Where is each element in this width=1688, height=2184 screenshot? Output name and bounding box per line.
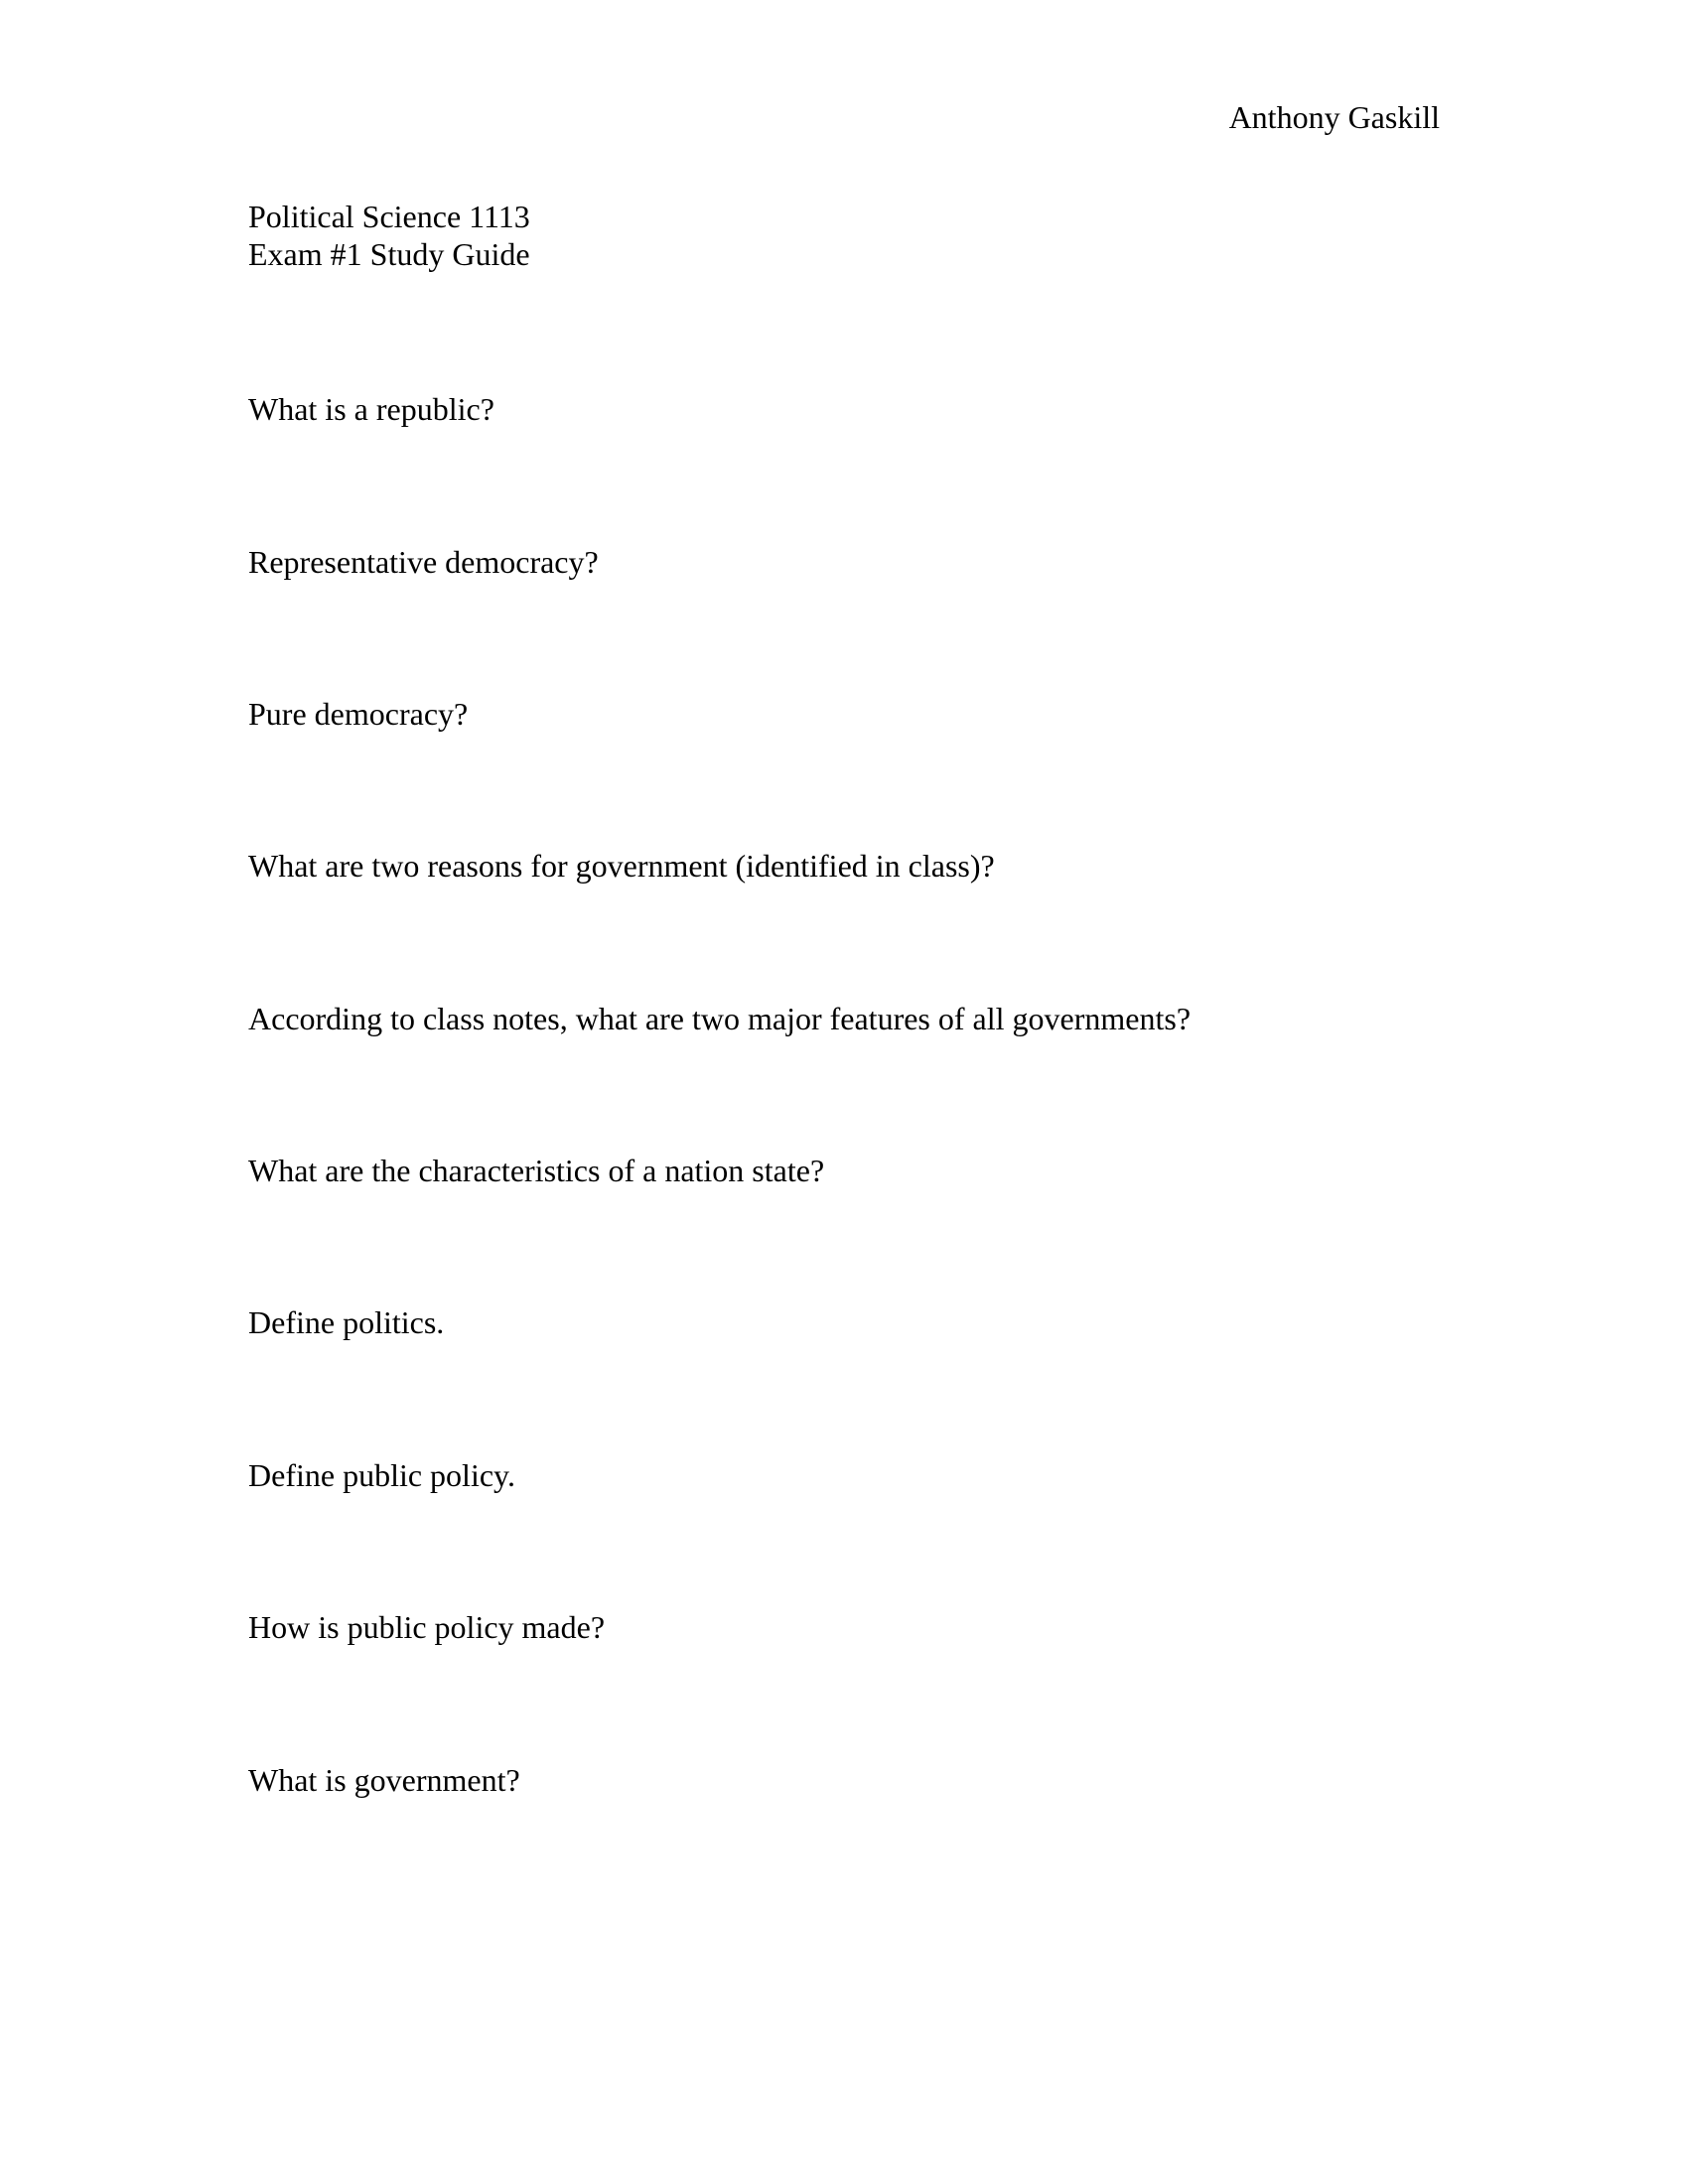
question-item: What is government? — [248, 1762, 520, 1798]
question-item: What are the characteristics of a nation state? — [248, 1153, 825, 1188]
question-item: According to class notes, what are two major features of all governments? — [248, 1001, 1192, 1036]
question-item: What is a republic? — [248, 391, 494, 427]
course-title: Political Science 1113 — [248, 199, 530, 234]
question-item: Define politics. — [248, 1304, 445, 1340]
document-title: Exam #1 Study Guide — [248, 236, 530, 272]
question-item: What are two reasons for government (identified in class)? — [248, 848, 995, 884]
question-item: Define public policy. — [248, 1457, 515, 1493]
question-item: Pure democracy? — [248, 696, 469, 732]
question-item: Representative democracy? — [248, 544, 599, 580]
question-list — [248, 0, 1539, 2184]
question-item: How is public policy made? — [248, 1609, 606, 1645]
author-name: Anthony Gaskill — [1228, 99, 1440, 135]
